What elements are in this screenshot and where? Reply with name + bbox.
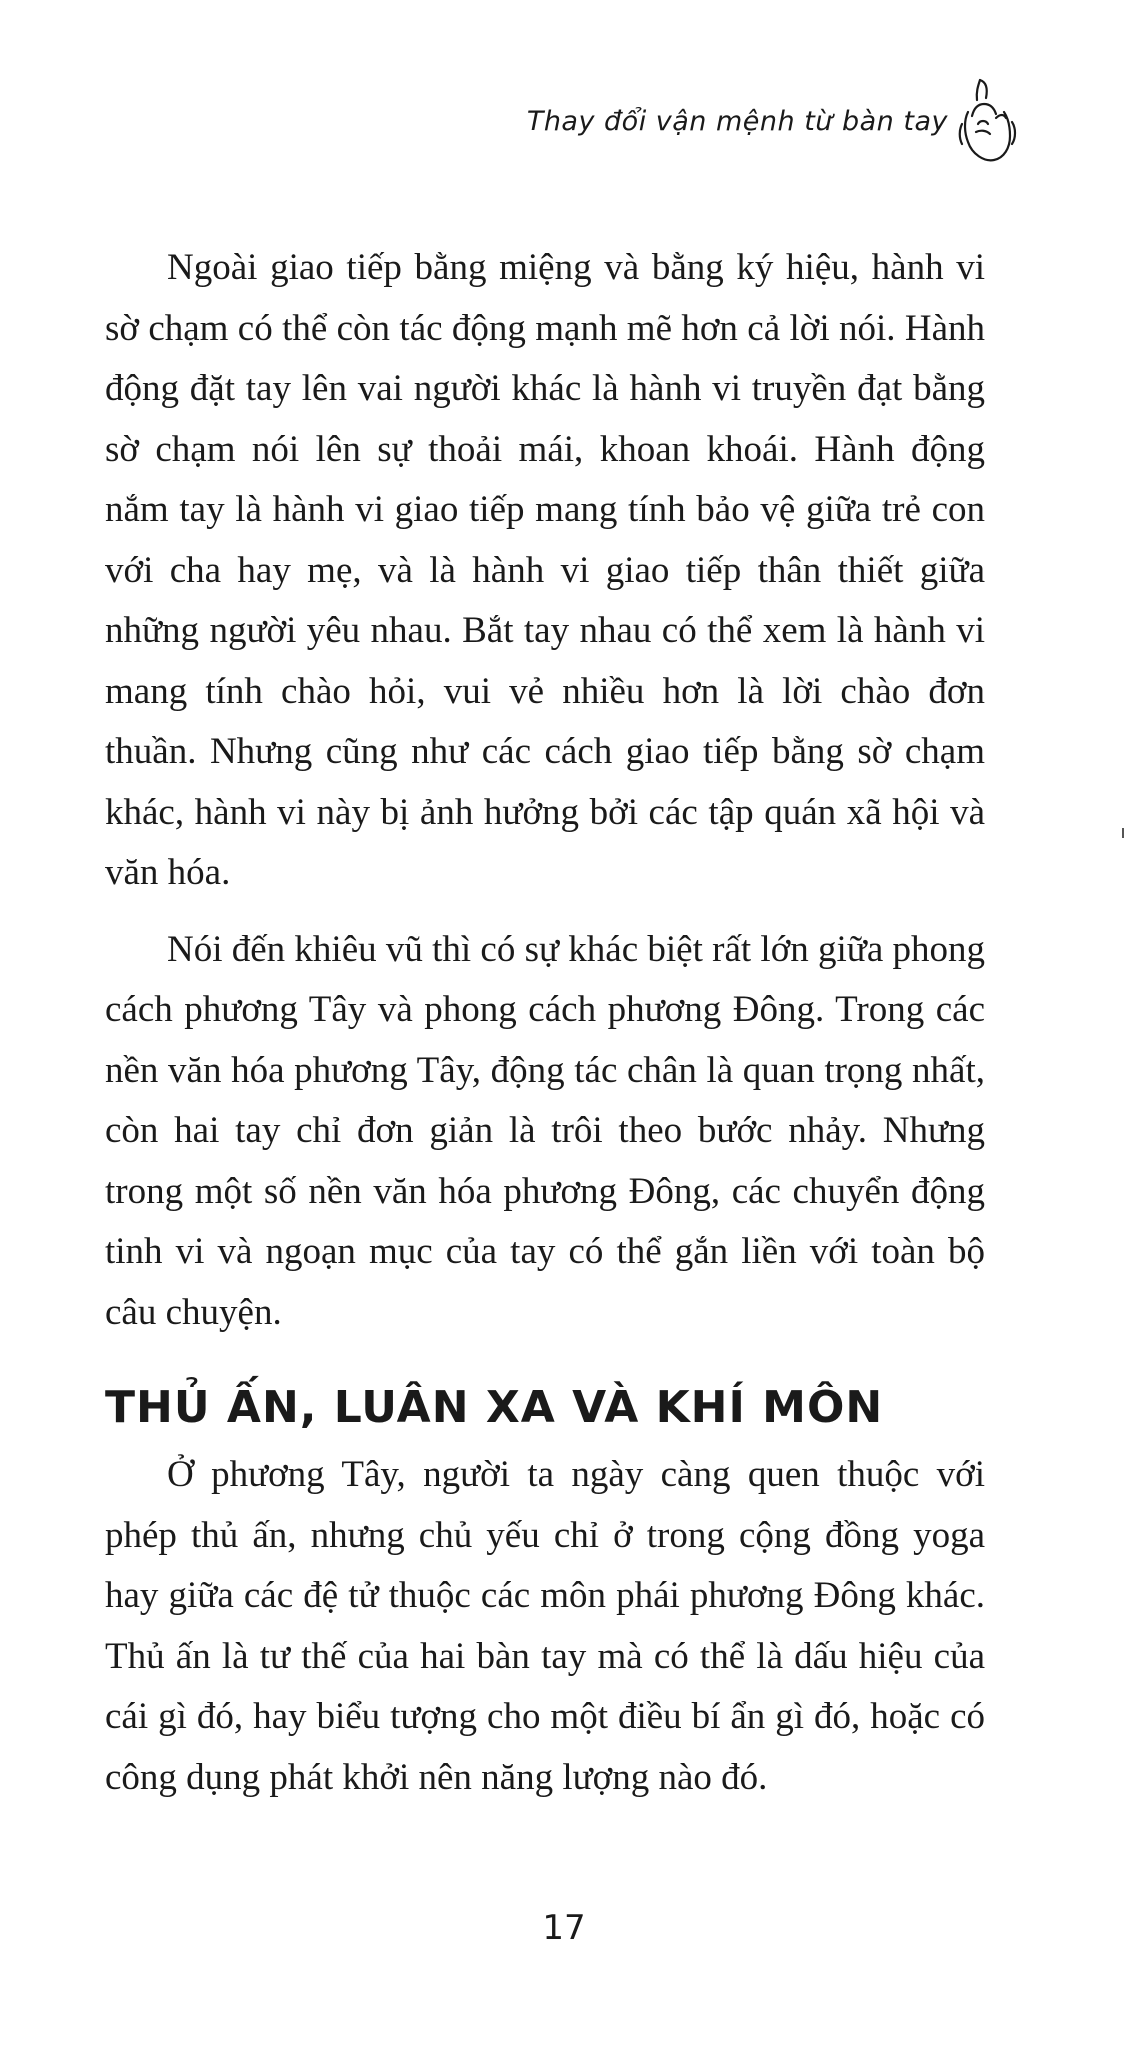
section-heading: THỦ ẤN, LUÂN XA VÀ KHÍ MÔN	[105, 1382, 884, 1433]
edge-mark	[1122, 828, 1124, 838]
page-body	[105, 238, 985, 1808]
running-header: Thay đổi vận mệnh từ bàn tay	[526, 106, 948, 137]
hand-mudra-icon	[950, 72, 1020, 172]
paragraph: Ngoài giao tiếp bằng miệng và bằng ký hiệu, hành vi sờ chạm có thể còn tác động mạnh mẽ hơn cả lời nói. Hành động đặt tay lên vai người khác là hành vi truyền đạt bằng sờ chạm nói lên sự thoải mái, khoan khoái. Hành động nắm tay là hành vi giao tiếp mang tính bảo vệ giữa trẻ con với cha hay mẹ, và là hành vi giao tiếp thân thiết giữa những người yêu nhau. Bắt tay nhau có thể xem là hành vi mang tính chào hỏi, vui vẻ nhiều hơn là lời chào đơn thuần. Nhưng cũng như các cách giao tiếp bằng sờ chạm khác, hành vi này bị ảnh hưởng bởi các tập quán xã hội và văn hóa.	[105, 247, 985, 893]
page-number: 17	[542, 1908, 586, 1948]
paragraph: Nói đến khiêu vũ thì có sự khác biệt rất lớn giữa phong cách phương Tây và phong cách phương Đông. Trong các nền văn hóa phương Tây, động tác chân là quan trọng nhất, còn hai tay chỉ đơn giản là trôi theo bước nhảy. Nhưng trong một số nền văn hóa phương Đông, các chuyển động tinh vi và ngoạn mục của tay có thể gắn liền với toàn bộ câu chuyện.	[105, 928, 986, 1333]
paragraph: Ở phương Tây, người ta ngày càng quen thuộc với phép thủ ấn, nhưng chủ yếu chỉ ở trong cộng đồng yoga hay giữa các đệ tử thuộc các môn phái phương Đông khác. Thủ ấn là tư thế của hai bàn tay mà có thể là dấu hiệu của cái gì đó, hay biểu tượng cho một điều bí ẩn gì đó, hoặc có công dụng phát khởi nên năng lượng nào đó.	[105, 1454, 985, 1798]
